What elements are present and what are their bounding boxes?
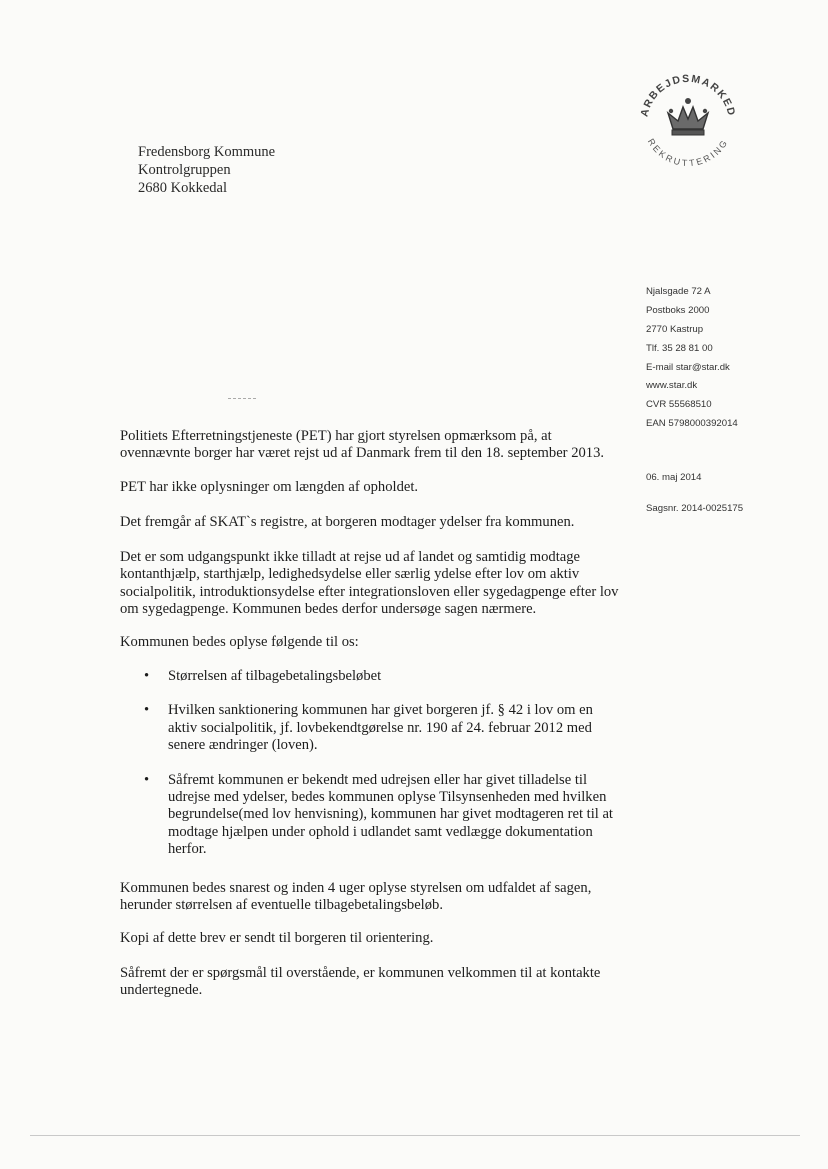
case-number: Sagsnr. 2014-0025175 — [646, 503, 744, 514]
recipient-postal-city: 2680 Kokkedal — [138, 180, 227, 196]
letter-date: 06. maj 2014 — [646, 472, 702, 483]
paragraph-skat: Det fremgår af SKAT`s registre, at borgeren modtager ydelser fra kommunen. — [120, 514, 575, 530]
sender-info — [646, 283, 738, 434]
paragraph-contact: Såfremt der er spørgsmål til overstående, er kommunen velkommen til at kontakte undertegnede. — [120, 965, 601, 999]
agency-seal-logo — [633, 63, 743, 173]
paragraph-duration: PET har ikke oplysninger om længden af opholdet. — [120, 479, 419, 495]
sender-web: www.star.dk — [646, 380, 698, 392]
scan-edge-line — [30, 1135, 800, 1136]
svg-text:ARBEJDSMARKED: ARBEJDSMARKED — [638, 72, 738, 119]
sender-cvr: CVR 55568510 — [646, 399, 712, 411]
recipient-address — [138, 143, 275, 197]
recipient-department: Kontrolgruppen — [138, 162, 231, 178]
paragraph-request-intro: Kommunen bedes oplyse følgende til os: — [120, 634, 359, 650]
sender-city: 2770 Kastrup — [646, 323, 704, 335]
scan-artifact — [228, 398, 256, 400]
list-item: • Hvilken sanktionering kommunen har givet borgeren jf. § 42 i lov om en aktiv socialpolitik, jf. lovbekendtgørelse nr. 190 af 24. februar 2012 med senere ændringer (loven). — [120, 702, 620, 754]
svg-text:REKRUTTERING: REKRUTTERING — [645, 136, 731, 169]
paragraph-deadline: Kommunen bedes snarest og inden 4 uger oplyse styrelsen om udfaldet af sagen, herunder størrelsen af eventuelle tilbagebetalingsbeløb. — [120, 880, 592, 914]
sender-phone: Tlf. 35 28 81 00 — [646, 342, 713, 354]
sender-email: E-mail star@star.dk — [646, 361, 730, 373]
sender-pobox: Postboks 2000 — [646, 304, 710, 316]
sender-ean: EAN 5798000392014 — [646, 418, 738, 430]
sender-street: Njalsgade 72 A — [646, 286, 711, 297]
request-list — [120, 668, 620, 859]
crown-icon — [668, 98, 708, 135]
list-item: • Såfremt kommunen er bekendt med udrejsen eller har givet tilladelse til udrejse med ydelser, bedes kommunen oplyse Tilsynsenheden med hvilken begrundelse(med lov henvisning), kommunen har givet modtageren ret til at modtage hjælpen under ophold i udlandet samt vedlægge dokumentation herfor. — [120, 772, 620, 859]
paragraph-copy: Kopi af dette brev er sendt til borgeren til orientering. — [120, 930, 434, 946]
paragraph-pet-notice: Politiets Efterretningstjeneste (PET) har gjort styrelsen opmærksom på, at ovennævnte borger har været rejst ud af Danmark frem til den 18. september 2013. — [120, 428, 605, 462]
list-item: • Størrelsen af tilbagebetalingsbeløbet — [120, 668, 620, 685]
paragraph-rules: Det er som udgangspunkt ikke tilladt at rejse ud af landet og samtidig modtage kontanthjælp, starthjælp, ledighedsydelse eller særlig ydelse efter lov om aktiv socialpolitik, introduktionsydelse efter integrationsloven eller sygedagpenge efter lov om sygedagpenge. Kommunen bedes derfor undersøge sagen nærmere. — [120, 549, 619, 618]
recipient-name: Fredensborg Kommune — [138, 144, 276, 160]
